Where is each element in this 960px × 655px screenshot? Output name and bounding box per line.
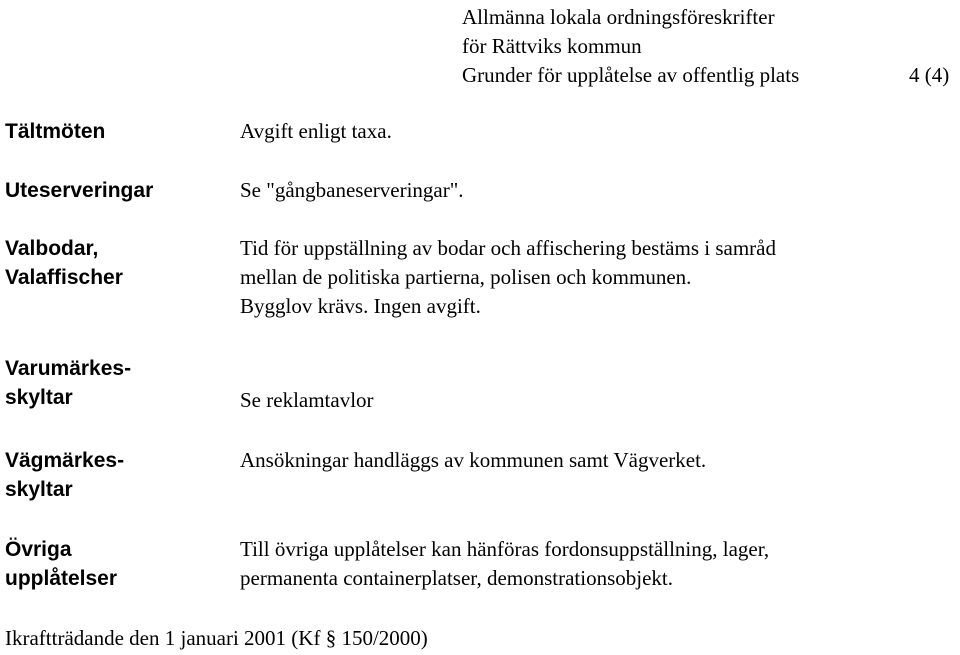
- desc-line: Till övriga upplåtelser kan hänföras fordonsuppställning, lager,: [240, 537, 770, 561]
- header-municipality: för Rättviks kommun: [462, 34, 642, 58]
- desc-line: Se "gångbaneserveringar".: [240, 178, 464, 202]
- desc-ovriga-upplatelser: [240, 535, 769, 593]
- document-header: [462, 3, 950, 90]
- header-title: Allmänna lokala ordningsföreskrifter: [462, 5, 775, 29]
- term-varumarkesskyltar: [5, 354, 131, 412]
- desc-line: permanenta containerplatser, demonstrationsobjekt.: [240, 566, 674, 590]
- term-line: skyltar: [5, 478, 73, 501]
- term-line: Varumärkes-: [5, 357, 132, 380]
- term-valbodar: [5, 234, 123, 292]
- desc-valbodar: [240, 234, 776, 321]
- desc-line: Bygglov krävs. Ingen avgift.: [240, 294, 481, 318]
- desc-line: Tid för uppställning av bodar och affischering bestäms i samråd: [240, 236, 776, 260]
- desc-varumarkesskyltar: [240, 386, 374, 415]
- term-line: upplåtelser: [5, 567, 118, 590]
- term-line: Övriga: [5, 538, 72, 561]
- term-line: Tältmöten: [5, 120, 106, 143]
- term-ovriga-upplatelser: [5, 535, 117, 593]
- term-line: Uteserveringar: [5, 179, 154, 202]
- effective-date-footer: Ikraftträdande den 1 januari 2001 (Kf § 150/2000): [5, 626, 428, 650]
- term-line: skyltar: [5, 386, 73, 409]
- term-taltmoten: [5, 117, 105, 146]
- term-uteserveringar: [5, 176, 153, 205]
- desc-line: Ansökningar handläggs av kommunen samt Vägverket.: [240, 448, 707, 472]
- term-line: Vägmärkes-: [5, 449, 125, 472]
- term-line: Valbodar,: [5, 237, 99, 260]
- term-vagmarkesskyltar: [5, 446, 124, 504]
- header-section: Grunder för upplåtelse av offentlig plats: [462, 63, 800, 87]
- desc-vagmarkesskyltar: [240, 446, 706, 475]
- page-number: 4 (4): [909, 63, 950, 87]
- term-line: Valaffischer: [5, 266, 123, 289]
- desc-line: mellan de politiska partierna, polisen och kommunen.: [240, 265, 692, 289]
- desc-line: Avgift enligt taxa.: [240, 119, 392, 143]
- desc-uteserveringar: [240, 176, 464, 205]
- desc-line: Se reklamtavlor: [240, 388, 374, 412]
- desc-taltmoten: [240, 117, 392, 146]
